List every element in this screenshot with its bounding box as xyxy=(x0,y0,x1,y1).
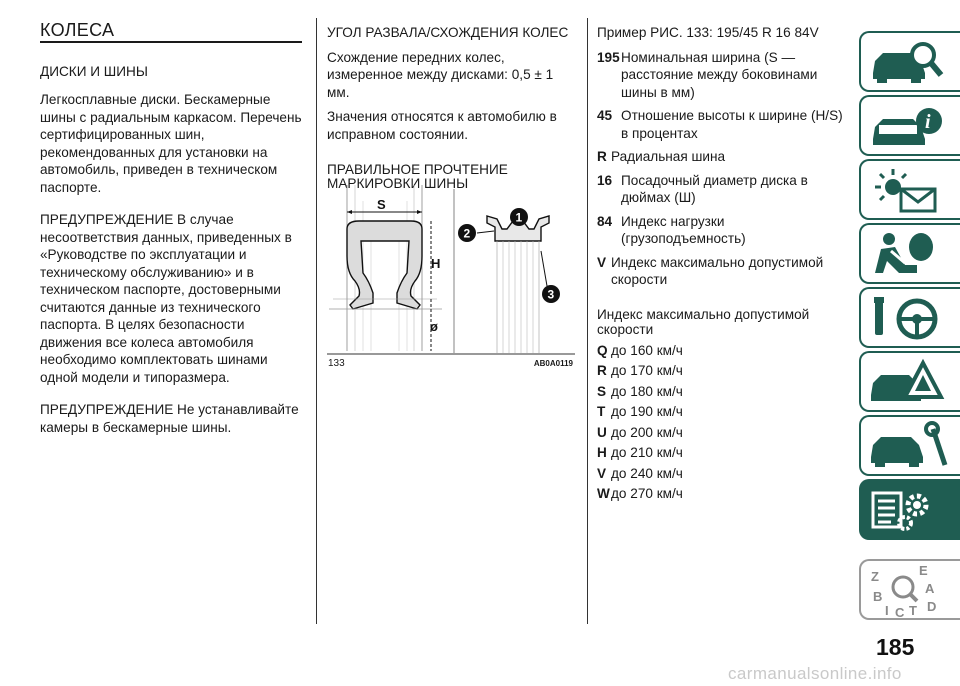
steering-wheel-icon xyxy=(861,289,960,346)
specifications-gear-icon xyxy=(861,481,960,538)
label-h: H xyxy=(431,256,441,271)
watermark: carmanualsonline.info xyxy=(728,664,902,683)
label-s: S xyxy=(377,197,386,212)
tab-car-info[interactable] xyxy=(859,95,960,156)
column-divider-2 xyxy=(587,18,588,624)
car-search-icon xyxy=(861,33,960,90)
page-number: 185 xyxy=(876,634,915,660)
svg-text:D: D xyxy=(927,599,937,614)
heading-wheel-alignment: УГОЛ РАЗВАЛА/СХОЖДЕНИЯ КОЛЕС xyxy=(327,25,569,40)
tab-car-hazard[interactable] xyxy=(859,351,960,412)
column-tyre-marking xyxy=(597,0,849,506)
paragraph-toe-in: Схождение передних колес, измеренное между дисками: 0,5 ± 1 мм. xyxy=(327,49,554,100)
column-wheels xyxy=(40,0,305,436)
alphabetical-index-icon xyxy=(861,561,960,618)
list-item: H до 210 км/ч xyxy=(597,445,683,460)
car-wrench-icon xyxy=(861,417,960,474)
list-item: U до 200 км/ч xyxy=(597,424,683,440)
list-item: 45 Отношение высоты к ширине (H/S) в процентах xyxy=(597,108,843,141)
svg-text:A: A xyxy=(925,581,935,596)
column-divider-1 xyxy=(316,18,317,624)
svg-text:E: E xyxy=(919,563,928,578)
list-item: 16 Посадочный диаметр диска в дюймах (Ш) xyxy=(597,172,808,205)
list-item: V Индекс максимально допустимой скорости xyxy=(597,254,824,287)
figure-number: 133 xyxy=(328,358,345,369)
svg-text:B: B xyxy=(873,589,883,604)
example-marking: Пример РИС. 133: 195/45 R 16 84V xyxy=(597,25,819,40)
svg-text:3: 3 xyxy=(547,287,555,302)
column-alignment xyxy=(327,0,577,191)
car-hazard-icon xyxy=(861,353,960,410)
tyre-section xyxy=(329,185,442,351)
tab-index[interactable] xyxy=(859,559,960,620)
warning-lights-icon xyxy=(861,161,960,218)
tyre-diagram xyxy=(327,181,575,373)
tyre-cross-section-figure xyxy=(327,181,575,373)
svg-text:2: 2 xyxy=(463,226,471,241)
speed-index-list xyxy=(597,342,849,503)
list-item: S до 180 км/ч xyxy=(597,383,683,399)
list-item: Q до 160 км/ч xyxy=(597,342,683,358)
heading-tyre-marking: ПРАВИЛЬНОЕ ПРОЧТЕНИЕ МАРКИРОВКИ ШИНЫ xyxy=(327,162,508,191)
list-item: T до 190 км/ч xyxy=(597,404,683,419)
paragraph-condition: Значения относятся к автомобилю в исправном состоянии. xyxy=(327,109,557,142)
list-item: V до 240 км/ч xyxy=(597,465,683,481)
svg-text:Z: Z xyxy=(871,569,879,584)
label-diameter: ø xyxy=(430,319,438,334)
subheading-rims-tyres: ДИСКИ И ШИНЫ xyxy=(40,63,148,79)
rim-profile xyxy=(458,208,560,353)
car-info-icon xyxy=(861,97,960,154)
list-item: 195 Номинальная ширина (S — расстояние между боковинами шины в мм) xyxy=(597,49,818,100)
list-item: R Радиальная шина xyxy=(597,149,726,164)
tab-airbag[interactable] xyxy=(859,223,960,284)
paragraph-rims: Легкосплавные диски. Бескамерные шины с радиальным каркасом. Перечень сертифицированных шин, рекомендованных для установки на автомобиль, приведен в техническом паспорте. xyxy=(40,92,302,195)
tab-steering[interactable] xyxy=(859,287,960,348)
warning-inner-tubes: ПРЕДУПРЕЖДЕНИЕ Не устанавливайте камеры в бескамерные шины. xyxy=(40,402,299,435)
section-title: КОЛЕСА xyxy=(40,22,302,43)
list-item: 84 Индекс нагрузки (грузоподъемность) xyxy=(597,213,746,246)
list-item: R до 170 км/ч xyxy=(597,363,683,378)
speed-index-heading: Индекс максимально допустимой скорости xyxy=(597,306,810,337)
svg-text:I: I xyxy=(885,603,889,618)
svg-text:T: T xyxy=(909,603,917,618)
svg-text:1: 1 xyxy=(515,210,523,225)
figure-code: AB0A0119 xyxy=(533,359,573,368)
tab-specifications[interactable] xyxy=(859,479,960,540)
tab-warning-lights[interactable] xyxy=(859,159,960,220)
svg-text:C: C xyxy=(895,605,905,618)
warning-data-mismatch: ПРЕДУПРЕЖДЕНИЕ В случае несоответствия данных, приведенных в «Руководстве по эксплуатации и техническому обслуживанию» и в техническом паспорте, достоверными считаются данные из технического паспорта. В целях безопасности движения все колеса автомобиля необходимо комплектовать шинами одной модели и типоразмера. xyxy=(40,212,292,385)
tab-car-service[interactable] xyxy=(859,415,960,476)
marking-list xyxy=(597,49,849,289)
list-item: W до 270 км/ч xyxy=(597,486,683,501)
svg-text:i: i xyxy=(925,111,931,133)
airbag-passenger-icon xyxy=(861,225,960,282)
tab-car-search[interactable] xyxy=(859,31,960,92)
